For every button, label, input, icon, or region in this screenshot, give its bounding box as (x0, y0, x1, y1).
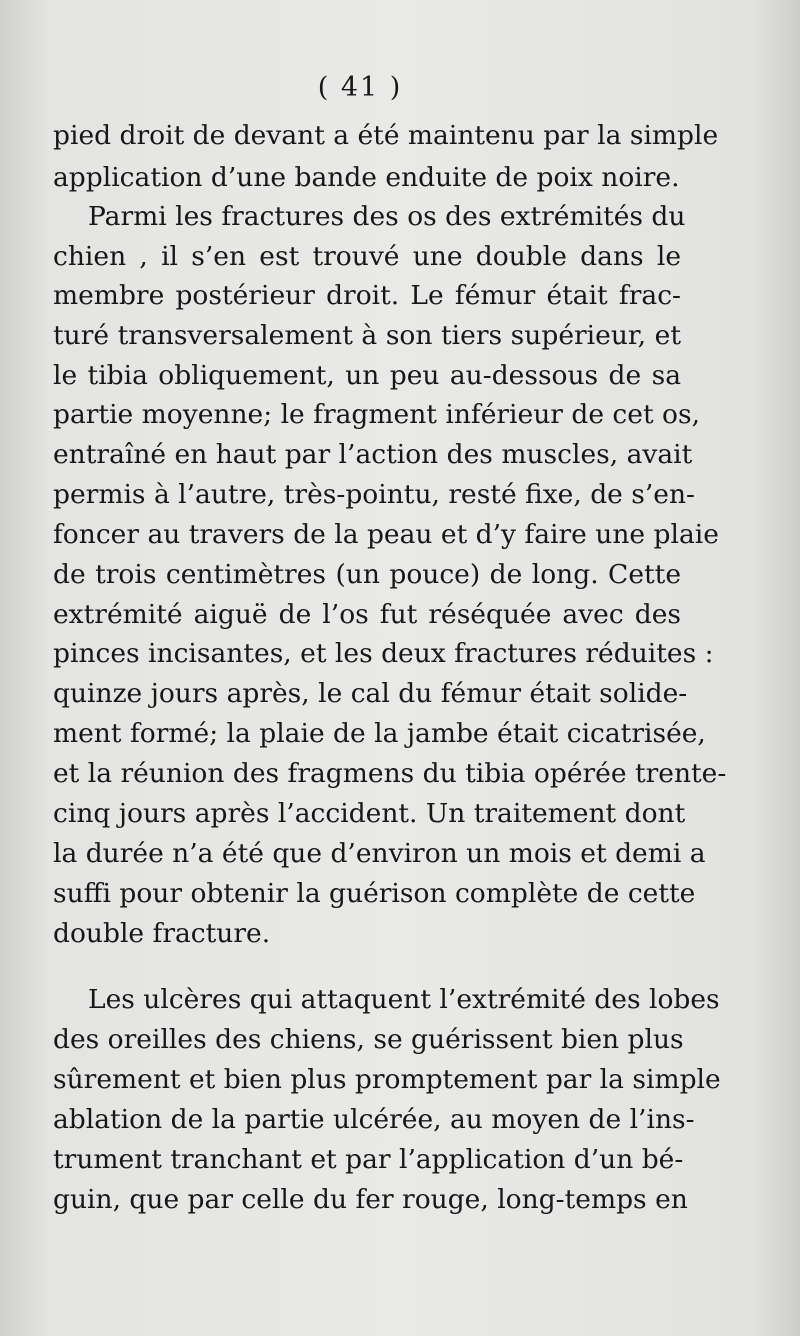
text-line: le tibia obliquement, un peu au-dessous de sa (53, 360, 681, 391)
text-line: guin, que par celle du fer rouge, long-temps en (53, 1184, 688, 1215)
text-line: foncer au travers de la peau et d’y faire une plaie (53, 519, 719, 550)
text-line: Les ulcères qui attaquent l’extrémité des lobes (88, 984, 720, 1015)
text-line: trument tranchant et par l’application d’un bé- (53, 1144, 684, 1175)
text-line: pied droit de devant a été maintenu par la simple (53, 120, 719, 151)
text-line: et la réunion des fragmens du tibia opérée trente- (53, 758, 727, 789)
text-line: la durée n’a été que d’environ un mois et demi a (53, 838, 706, 869)
text-line: suffi pour obtenir la guérison complète de cette (53, 878, 696, 909)
text-line: sûrement et bien plus promptement par la simple (53, 1064, 721, 1095)
text-line: membre postérieur droit. Le fémur était frac- (53, 280, 681, 311)
text-line: de trois centimètres (un pouce) de long. Cette (53, 559, 681, 590)
text-line: chien , il s’en est trouvé une double dans le (53, 241, 681, 272)
text-line: cinq jours après l’accident. Un traitement dont (53, 798, 686, 829)
text-line: permis à l’autre, très-pointu, resté fixe, de s’en- (53, 479, 696, 510)
text-line: entraîné en haut par l’action des muscles, avait (53, 439, 693, 470)
text-line: partie moyenne; le fragment inférieur de cet os, (53, 399, 700, 430)
text-line: ment formé; la plaie de la jambe était cicatrisée, (53, 718, 706, 749)
text-line: double fracture. (53, 918, 271, 949)
text-line: des oreilles des chiens, se guérissent bien plus (53, 1024, 684, 1055)
text-line: application d’une bande enduite de poix noire. (53, 162, 680, 193)
page-number: ( 41 ) (317, 72, 403, 103)
text-line: ablation de la partie ulcérée, au moyen de l’ins- (53, 1104, 695, 1135)
text-line: pinces incisantes, et les deux fractures réduites : (53, 638, 714, 669)
text-line: quinze jours après, le cal du fémur était solide- (53, 678, 688, 709)
text-line: Parmi les fractures des os des extrémités du (88, 201, 686, 232)
text-line: turé transversalement à son tiers supérieur, et (53, 320, 681, 351)
text-line: extrémité aiguë de l’os fut réséquée avec des (53, 599, 681, 630)
